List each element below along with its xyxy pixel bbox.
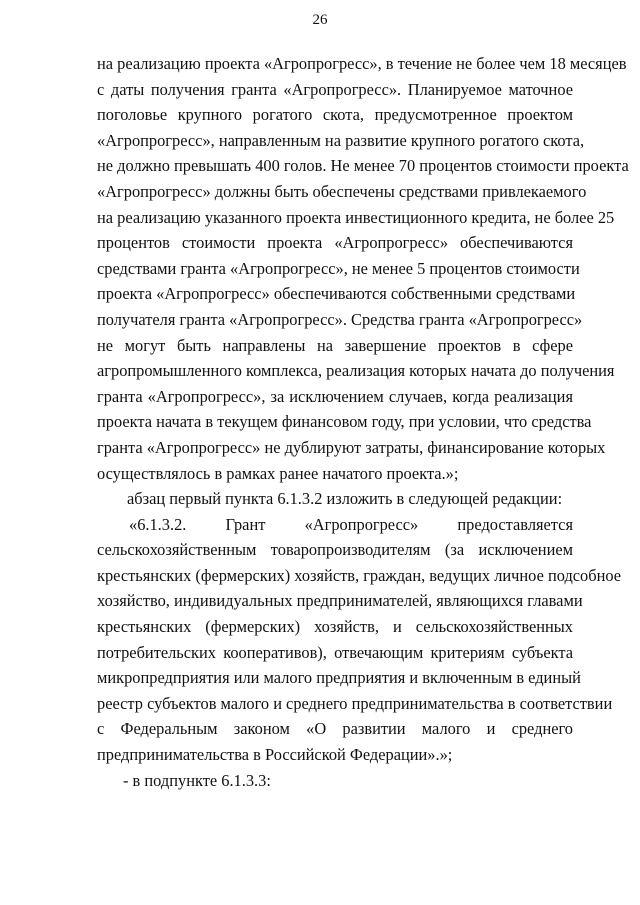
text-line: агропромышленного комплекса, реализация которых начата до получения <box>97 361 615 381</box>
text-line: «Агропрогресс», направленным на развитие крупного рогатого скота, <box>97 130 585 150</box>
text-line: поголовье крупного рогатого скота, предусмотренное проектом <box>97 105 573 125</box>
document-body <box>97 51 629 793</box>
text-line: проекта начата в текущем финансовом году, при условии, что средства <box>97 412 592 432</box>
text-line: процентов стоимости проекта «Агропрогресс» обеспечиваются <box>97 233 573 253</box>
text-line: крестьянских (фермерских) хозяйств, и сельскохозяйственных <box>97 617 573 637</box>
text-line: получателя гранта «Агропрогресс». Средства гранта «Агропрогресс» <box>97 309 583 329</box>
text-line: с Федеральным законом «О развитии малого и среднего <box>97 719 573 739</box>
text-line: проекта «Агропрогресс» обеспечиваются собственными средствами <box>97 284 576 304</box>
text-line: не могут быть направлены на завершение проектов в сфере <box>97 335 573 355</box>
text-line: микропредприятия или малого предприятия и включенным в единый <box>97 668 581 688</box>
text-line: реестр субъектов малого и среднего предпринимательства в соответствии <box>97 693 613 713</box>
text-line: предпринимательства в Российской Федерации».»; <box>97 745 453 765</box>
text-line: не должно превышать 400 голов. Не менее 70 процентов стоимости проекта <box>97 156 629 176</box>
text-line: «Агропрогресс» должны быть обеспечены средствами привлекаемого <box>97 181 587 201</box>
text-line: гранта «Агропрогресс» не дублируют затраты, финансирование которых <box>97 437 606 457</box>
text-line: хозяйство, индивидуальных предпринимателей, являющихся главами <box>97 591 583 611</box>
text-line: осуществлялось в рамках ранее начатого проекта.»; <box>97 463 459 483</box>
paragraph-first-line: - в подпункте 6.1.3.3: <box>123 770 271 790</box>
paragraph-first-line: абзац первый пункта 6.1.3.2 изложить в следующей редакции: <box>127 489 563 509</box>
paragraph-first-line: «6.1.3.2. Грант «Агропрогресс» предоставляется <box>129 514 573 534</box>
text-line: сельскохозяйственным товаропроизводителям (за исключением <box>97 540 573 560</box>
text-line: потребительских кооперативов), отвечающим критериям субъекта <box>97 642 573 662</box>
text-line: гранта «Агропрогресс», за исключением случаев, когда реализация <box>97 386 573 406</box>
text-line: на реализацию указанного проекта инвестиционного кредита, не более 25 <box>97 207 615 227</box>
text-line: средствами гранта «Агропрогресс», не менее 5 процентов стоимости <box>97 258 580 278</box>
text-line: крестьянских (фермерских) хозяйств, граждан, ведущих личное подсобное <box>97 565 622 585</box>
page-number: 26 <box>312 12 328 28</box>
text-line: на реализацию проекта «Агропрогресс», в течение не более чем 18 месяцев <box>97 54 627 73</box>
text-line: с даты получения гранта «Агропрогресс». Планируемое маточное <box>97 79 573 99</box>
